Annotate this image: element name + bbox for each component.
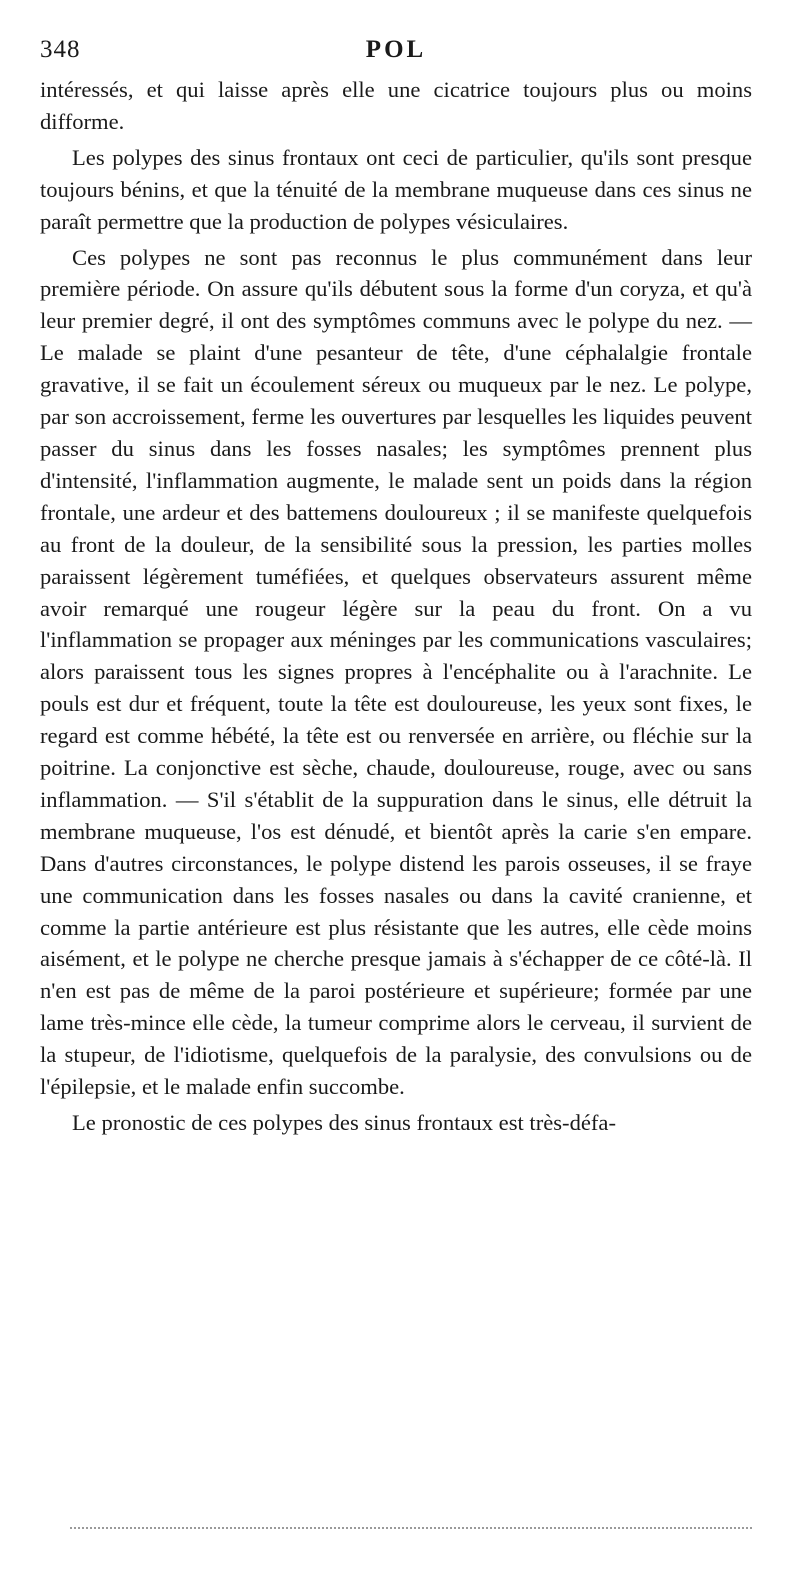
page-header — [40, 36, 752, 70]
paragraph: Ces polypes ne sont pas reconnus le plus communément dans leur première période. On assure qu'ils débutent sous la forme d'un coryza, et qu'à leur premier degré, il ont des symptômes communs avec le polype du nez. — Le malade se plaint d'une pesanteur de tête, d'une céphalalgie frontale gravative, il se fait un écoulement séreux ou muqueux par le nez. Le polype, par son accroissement, ferme les ouvertures par lesquelles les liquides peuvent passer du sinus dans les fosses nasales; les symptômes prennent plus d'intensité, l'inflammation augmente, le malade sent un poids dans la région frontale, une ardeur et des battemens douloureux ; il se manifeste quelquefois au front de la douleur, de la sensibilité sous la pression, les parties molles paraissent légèrement tuméfiées, et quelques observateurs assurent même avoir remarqué une rougeur légère sur la peau du front. On a vu l'inflammation se propager aux méninges par les communications vasculaires; alors paraissent tous les signes propres à l'encéphalite ou à l'arachnite. Le pouls est dur et fréquent, toute la tête est douloureuse, les yeux sont fixes, le regard est comme hébété, la tête est ou renversée en arrière, ou fléchie sur la poitrine. La conjonctive est sèche, chaude, douloureuse, rouge, avec ou sans inflammation. — S'il s'établit de la suppuration dans le sinus, elle détruit la membrane muqueuse, l'os est dénudé, et bientôt après la carie s'en empare. Dans d'autres circonstances, le polype distend les parois osseuses, il se fraye une communication dans les fosses nasales ou dans la cavité cranienne, et comme la partie antérieure est plus résistante que les autres, elle cède moins aisément, et le polype ne cherche presque jamais à s'échapper de ce côté-là. Il n'en est pas de même de la paroi postérieure et supérieure; formée par une lame très-mince elle cède, la tumeur comprime alors le cerveau, il survient de la stupeur, de l'idiotisme, quelquefois de la paralysie, des convulsions ou de l'épilepsie, et le malade enfin succombe. — [40, 244, 752, 1100]
page-number: 348 — [40, 36, 81, 63]
paragraph: Le pronostic de ces polypes des sinus frontaux est très-défa- — [72, 1110, 616, 1135]
running-head: POL — [365, 36, 427, 63]
body-text — [40, 74, 752, 1139]
paragraph: Les polypes des sinus frontaux ont ceci de particulier, qu'ils sont presque toujours bénins, et que la ténuité de la membrane muqueuse dans ces sinus ne paraît permettre que la production de polypes vésiculaires. — [40, 144, 752, 234]
paragraph-continuation: intéressés, et qui laisse après elle une cicatrice toujours plus ou moins difforme. — [40, 77, 752, 134]
footer-rule — [70, 1527, 752, 1529]
